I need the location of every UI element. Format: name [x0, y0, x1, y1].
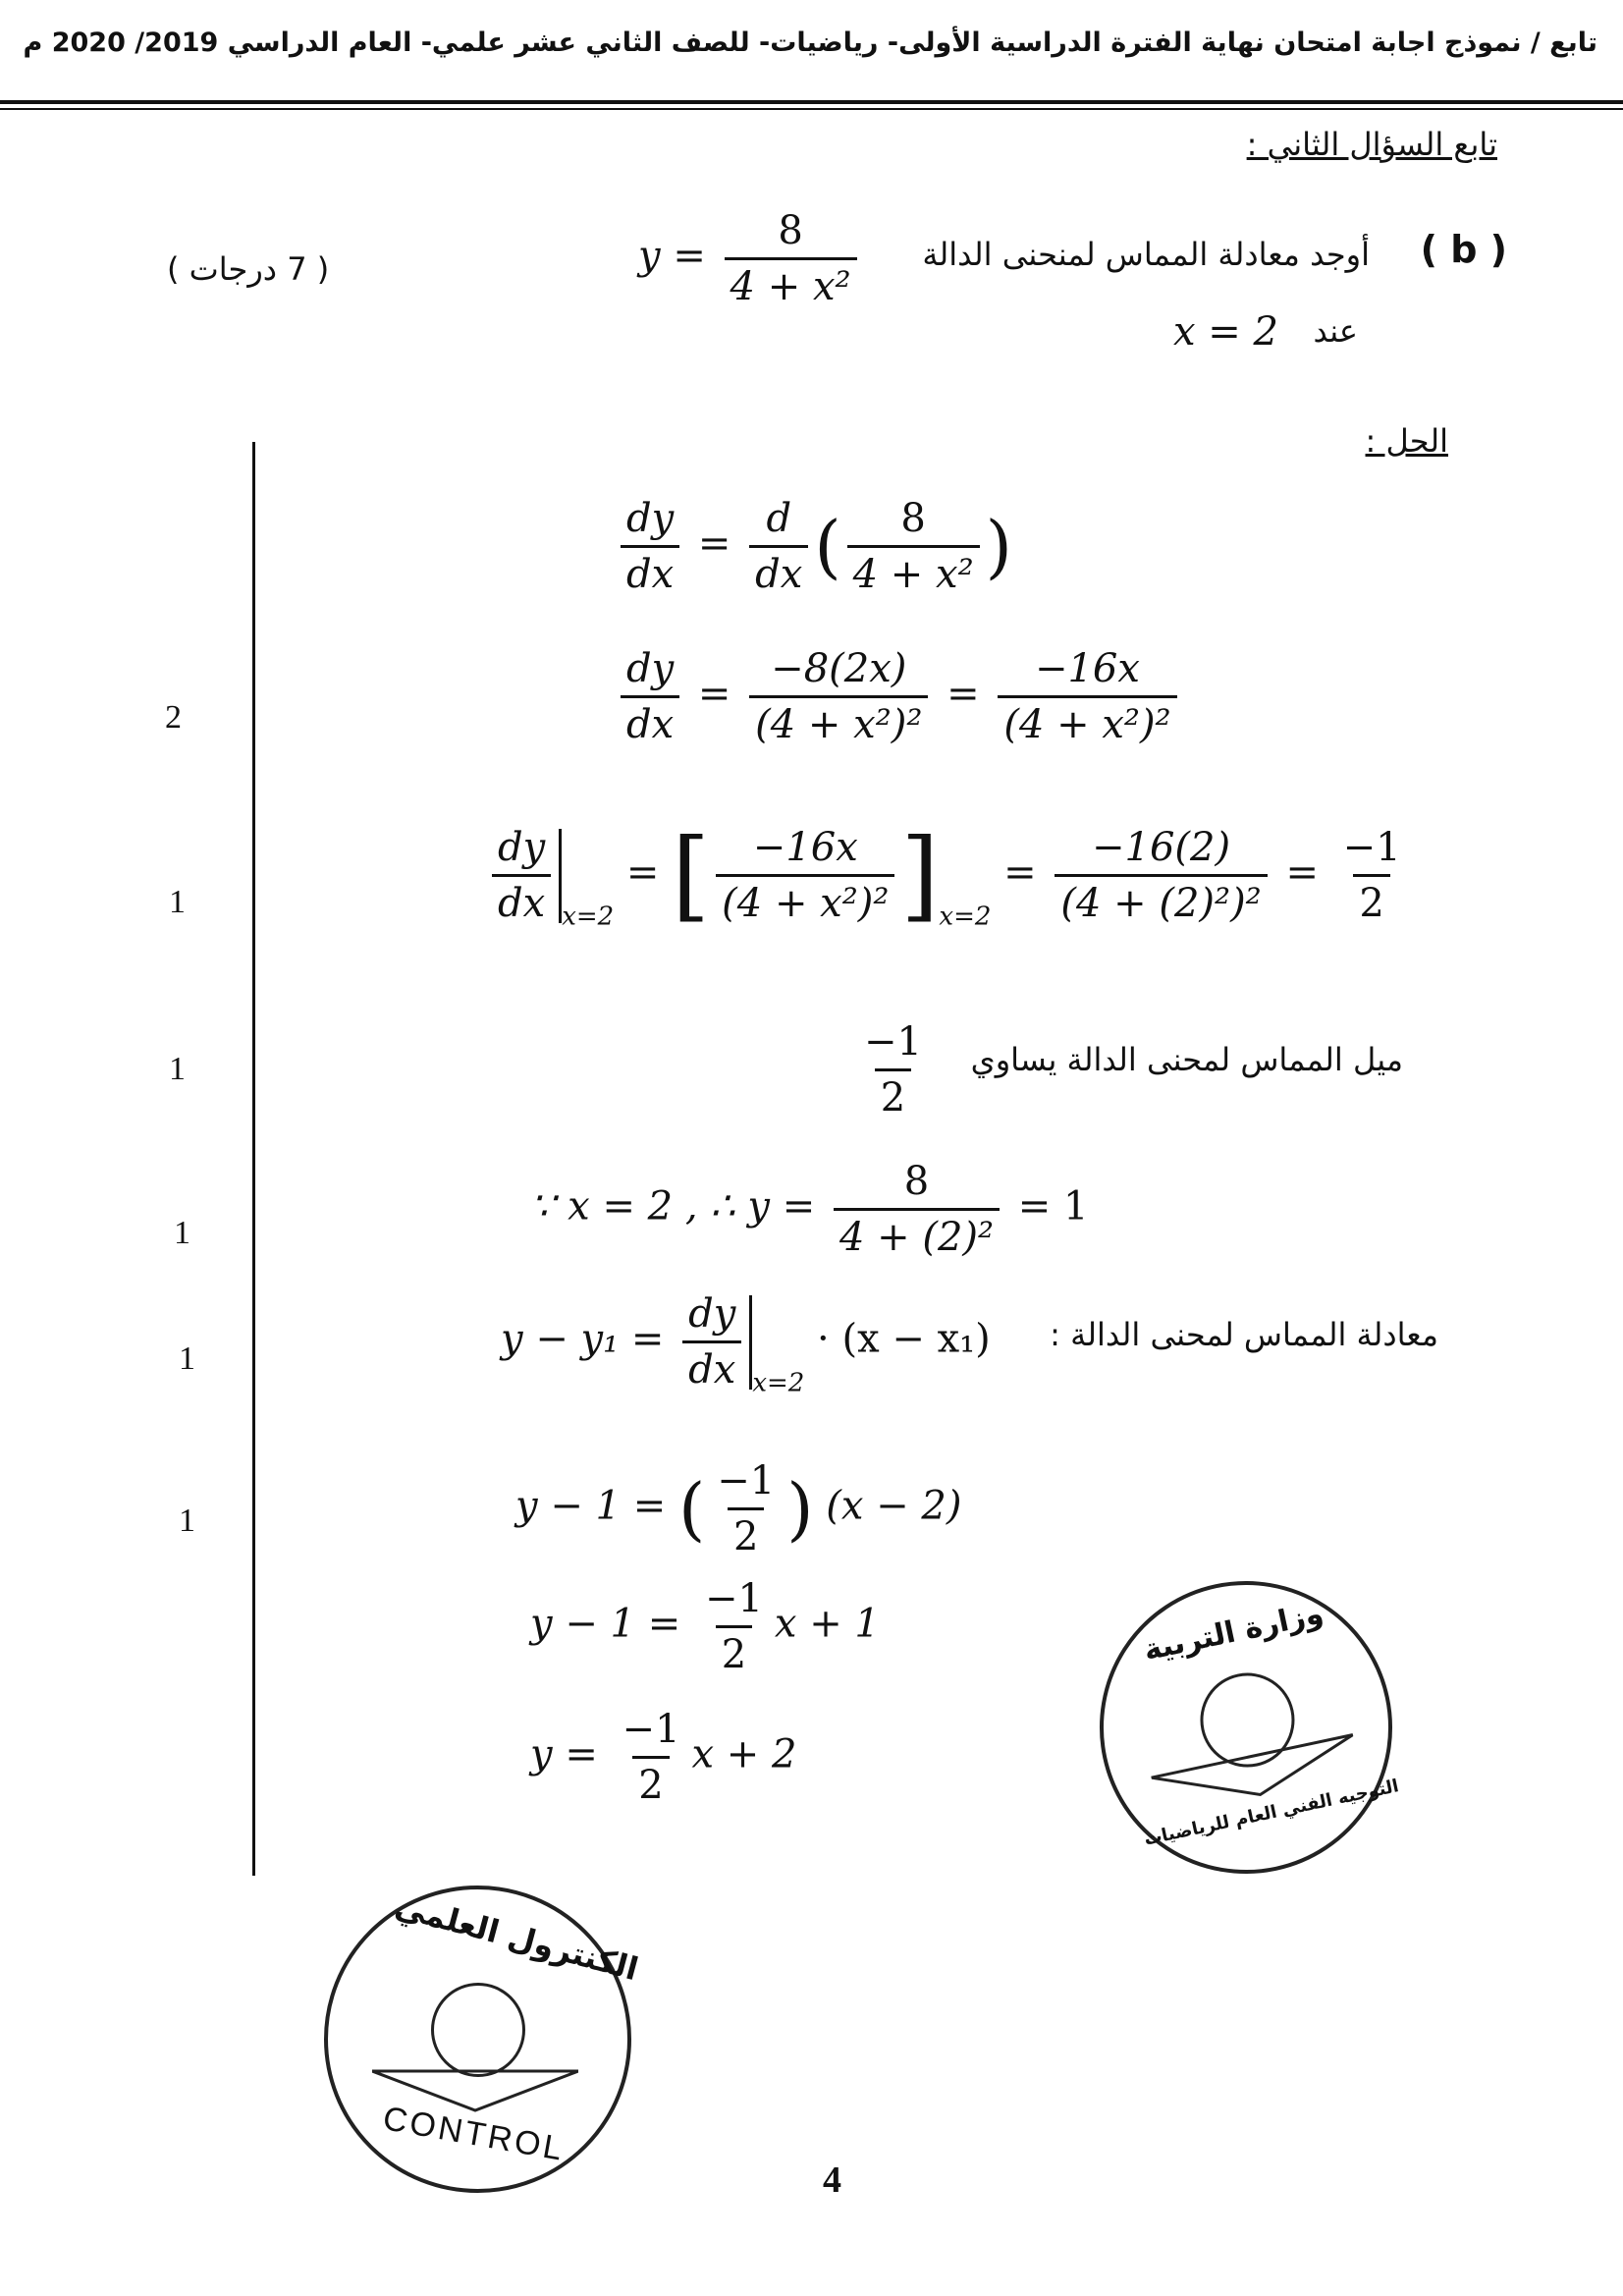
- score-4: 1: [174, 1215, 190, 1251]
- control-stamp-title: الكنترول العلمي: [391, 1886, 642, 1989]
- header-rule: [0, 100, 1623, 104]
- control-stamp-bottom: CONTROL: [380, 2100, 568, 2168]
- control-stamp: [324, 1886, 642, 2193]
- score-1: 2: [165, 699, 182, 736]
- step-8-expand: y − 1 = $\frac{-1}{2}$ x + 1: [530, 1576, 880, 1677]
- tangent-text: معادلة المماس لمحنى الدالة :: [1050, 1316, 1438, 1353]
- step-6-tangent-form: y − y₁ = $\frac{dy}{dx}$ $_{x=2}$ · (x − x₁): [501, 1291, 991, 1398]
- question-at-text: عند: [1313, 312, 1358, 350]
- question-function: y = $\frac{8}{\text{4 + x²}}$: [638, 208, 863, 309]
- question-label: ( b ): [1420, 228, 1507, 271]
- score-divider: [252, 442, 255, 1876]
- page-number: 4: [823, 2159, 841, 2201]
- step-2-derivative: $\frac{dy}{dx}$ = $\frac{-8(2x)}{\text{(4 + x²)²}}$ = $\frac{-16x}{\text{(4 + x²)²}}$: [615, 646, 1183, 747]
- header-rule-thin: [0, 108, 1623, 110]
- slope-text: ميل المماس لمحنى الدالة يساوي: [970, 1041, 1403, 1078]
- section-title: تابع السؤال الثاني :: [1246, 126, 1497, 163]
- step-5-y-value: ∵ x = 2 , ∴ y = $\frac{8}{\text{4 + (2)²}}$ = 1: [530, 1159, 1089, 1260]
- solution-label: الحل :: [1365, 422, 1448, 460]
- step-3-evaluate: $\frac{dy}{dx}$ $_{x=2}$ = [ $\frac{-16x}{\text{(4 + x²)²}}$ ]$_{x=2}$ = $\frac{-16(2)}{\text{(4 + (2)²)²}}$ = $\frac{-1}{2}$: [486, 825, 1413, 932]
- question-text: أوجد معادلة المماس لمنحنى الدالة: [922, 236, 1370, 273]
- step-9-final: y = $\frac{-1}{2}$ x + 2: [530, 1707, 797, 1808]
- score-5: 1: [179, 1340, 195, 1377]
- ministry-stamp-subtitle: التوجيه الفني العام للرياضيات: [1142, 1776, 1401, 1850]
- step-7-substitute: y − 1 = ( $\frac{-1}{2}$ ) (x − 2): [515, 1458, 962, 1559]
- slope-value: $\frac{-1}{2}$: [864, 1019, 922, 1121]
- score-3: 1: [169, 1051, 186, 1087]
- ministry-stamp: [1072, 1554, 1419, 1900]
- score-6: 1: [179, 1503, 195, 1539]
- score-2: 1: [169, 884, 186, 920]
- question-marks: ( 7 درجات ): [167, 250, 330, 288]
- question-x-value: x = 2: [1173, 309, 1278, 355]
- ministry-stamp-title: وزارة التربية: [1140, 1596, 1326, 1668]
- control-emblem-icon: [431, 1983, 525, 2077]
- page-header: تابع / نموذج اجابة امتحان نهاية الفترة الدراسية الأولى- رياضيات- للصف الثاني عشر علمي- العام الدراسي 2019/ 2020 م: [23, 27, 1597, 58]
- step-1-derivative: $\frac{dy}{dx}$ = $\frac{d}{dx}$ ( $\frac{8}{\text{4 + x²}}$ ): [615, 496, 1012, 597]
